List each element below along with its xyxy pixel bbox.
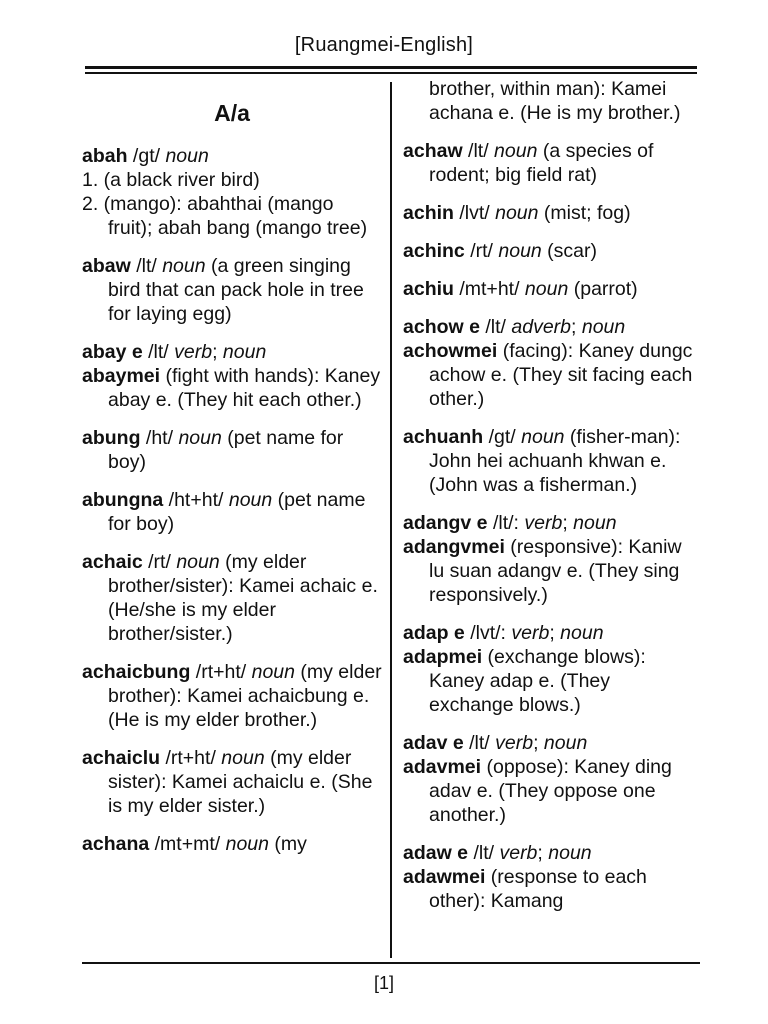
pronunciation: /rt+ht/ [160, 747, 222, 769]
part-of-speech: noun [222, 341, 267, 363]
left-column [82, 98, 382, 870]
entry-abung [82, 426, 382, 474]
headword: adangv e [403, 512, 488, 534]
headword: abay e [82, 341, 143, 363]
headword: abung [82, 427, 141, 449]
definition: (fight with hands): Kaney abay e. (They hit each other.) [108, 365, 381, 411]
part-of-speech: noun [495, 202, 539, 224]
definition: (mist; fog) [538, 202, 631, 224]
definition: (scar) [541, 240, 598, 262]
entry-achaicbung [82, 660, 382, 732]
part-of-speech: noun [494, 140, 538, 162]
definition: (exchange blows): Kaney adap e. (They exchange blows.) [429, 646, 646, 716]
sub-headword: achowmei [403, 340, 498, 362]
entry-continuation: brother, within man): Kamei achana e. (He is my brother.) [429, 78, 681, 124]
page-number: [1] [373, 973, 394, 993]
definition: (pet name for boy) [108, 427, 344, 473]
headword: adap e [403, 622, 465, 644]
headword: achaw [403, 140, 463, 162]
headword: achana [82, 833, 150, 855]
pronunciation: /lt/ [462, 140, 495, 162]
definition: (facing): Kaney dungc achow e. (They sit facing each other.) [429, 340, 693, 410]
header-rule-thick [85, 66, 697, 69]
running-head: [Ruangmei-English] [294, 34, 474, 56]
separator: ; [212, 341, 223, 363]
entry-achinc [403, 239, 700, 263]
pronunciation: /lt/ [130, 255, 163, 277]
column-divider [390, 82, 392, 958]
definition: (response to each other): Kamang [429, 866, 647, 912]
sub-headword: abaymei [82, 365, 161, 387]
entry-adaw-e [403, 841, 700, 913]
definition: (my elder brother): Kamei achaicbung e. (He is my elder brother.) [108, 661, 382, 731]
pronunciation: /gt/ [127, 145, 166, 167]
separator: ; [533, 732, 544, 754]
definition: (fisher-man): John hei achuanh khwan e. (John was a fisherman.) [429, 426, 681, 496]
part-of-speech: noun [581, 316, 626, 338]
sub-headword: adapmei [403, 646, 483, 668]
part-of-speech: adverb [511, 316, 571, 338]
pronunciation: /rt+ht/ [190, 661, 252, 683]
entry-adap-e [403, 621, 700, 717]
sense-line: 1. (a black river bird) [82, 169, 260, 191]
entry-achow-e [403, 315, 700, 411]
part-of-speech: noun [225, 833, 269, 855]
part-of-speech: noun [560, 622, 604, 644]
part-of-speech: noun [251, 661, 295, 683]
pronunciation: /lvt/: [464, 622, 512, 644]
entry-achana [82, 832, 382, 856]
part-of-speech: noun [521, 426, 565, 448]
headword: abungna [82, 489, 164, 511]
pronunciation: /lvt/ [453, 202, 496, 224]
definition: (oppose): Kaney ding adav e. (They oppose one another.) [429, 756, 672, 826]
right-column [403, 77, 700, 927]
separator: ; [562, 512, 574, 534]
headword: achin [403, 202, 454, 224]
part-of-speech: noun [524, 278, 569, 300]
pronunciation: /lt/ [479, 316, 512, 338]
entry-abungna [82, 488, 382, 536]
pronunciation: /ht+ht/ [163, 489, 229, 511]
part-of-speech: verb [499, 842, 538, 864]
part-of-speech: verb [495, 732, 534, 754]
part-of-speech: noun [548, 842, 592, 864]
entry-achaic [82, 550, 382, 646]
separator: ; [571, 316, 582, 338]
part-of-speech: verb [511, 622, 550, 644]
headword: achiu [403, 278, 454, 300]
part-of-speech: noun [178, 427, 222, 449]
section-heading: A/a [214, 100, 250, 126]
definition: (pet name for boy) [108, 489, 366, 535]
headword: achaiclu [82, 747, 161, 769]
entry-achaw [403, 139, 700, 187]
entry-achiu [403, 277, 700, 301]
definition: (responsive): Kaniw lu suan adangv e. (They sing responsively.) [429, 536, 682, 606]
part-of-speech: verb [174, 341, 213, 363]
definition: (a green singing bird that can pack hole in tree for laying egg) [108, 255, 364, 325]
part-of-speech: noun [543, 732, 588, 754]
footer-rule [82, 962, 700, 964]
sub-headword: adangvmei [403, 536, 505, 558]
definition: (a species of rodent; big field rat) [429, 140, 654, 186]
definition: (parrot) [568, 278, 638, 300]
sense-line: 2. (mango): abahthai (mango fruit); abah bang (mango tree) [82, 193, 368, 239]
pronunciation: /rt/ [142, 551, 177, 573]
pronunciation: /rt/ [464, 240, 499, 262]
entry-achin [403, 201, 700, 225]
pronunciation: /mt+mt/ [149, 833, 226, 855]
entry-adav-e [403, 731, 700, 827]
pronunciation: /lt/ [142, 341, 175, 363]
sub-headword: adawmei [403, 866, 486, 888]
part-of-speech: noun [165, 145, 209, 167]
pronunciation: /lt/ [468, 842, 500, 864]
headword: adaw e [403, 842, 469, 864]
headword: achaic [82, 551, 143, 573]
headword: abah [82, 145, 128, 167]
pronunciation: /lt/ [463, 732, 496, 754]
definition: (my elder sister): Kamei achaiclu e. (She is my elder sister.) [108, 747, 373, 817]
headword: achow e [403, 316, 480, 338]
sub-headword: adavmei [403, 756, 482, 778]
headword: achaicbung [82, 661, 191, 683]
definition: (my elder brother/sister): Kamei achaic e. (He/she is my elder brother/sister.) [108, 551, 378, 645]
entry-adangv-e [403, 511, 700, 607]
header-rule-thin [85, 72, 697, 74]
entry-abay-e [82, 340, 382, 412]
pronunciation: /mt+ht/ [453, 278, 525, 300]
part-of-speech: verb [524, 512, 563, 534]
part-of-speech: noun [498, 240, 542, 262]
headword: achuanh [403, 426, 484, 448]
part-of-speech: noun [573, 512, 617, 534]
part-of-speech: noun [228, 489, 273, 511]
pronunciation: /lt/: [487, 512, 525, 534]
headword: abaw [82, 255, 131, 277]
part-of-speech: noun [162, 255, 206, 277]
headword: achinc [403, 240, 465, 262]
entry-achuanh [403, 425, 700, 497]
separator: ; [549, 622, 561, 644]
part-of-speech: noun [176, 551, 220, 573]
entry-abaw [82, 254, 382, 326]
separator: ; [537, 842, 549, 864]
entry-achaiclu [82, 746, 382, 818]
entry-abah [82, 144, 382, 240]
headword: adav e [403, 732, 464, 754]
pronunciation: /ht/ [140, 427, 179, 449]
part-of-speech: noun [221, 747, 265, 769]
definition: (my [268, 833, 307, 855]
pronunciation: /gt/ [483, 426, 522, 448]
